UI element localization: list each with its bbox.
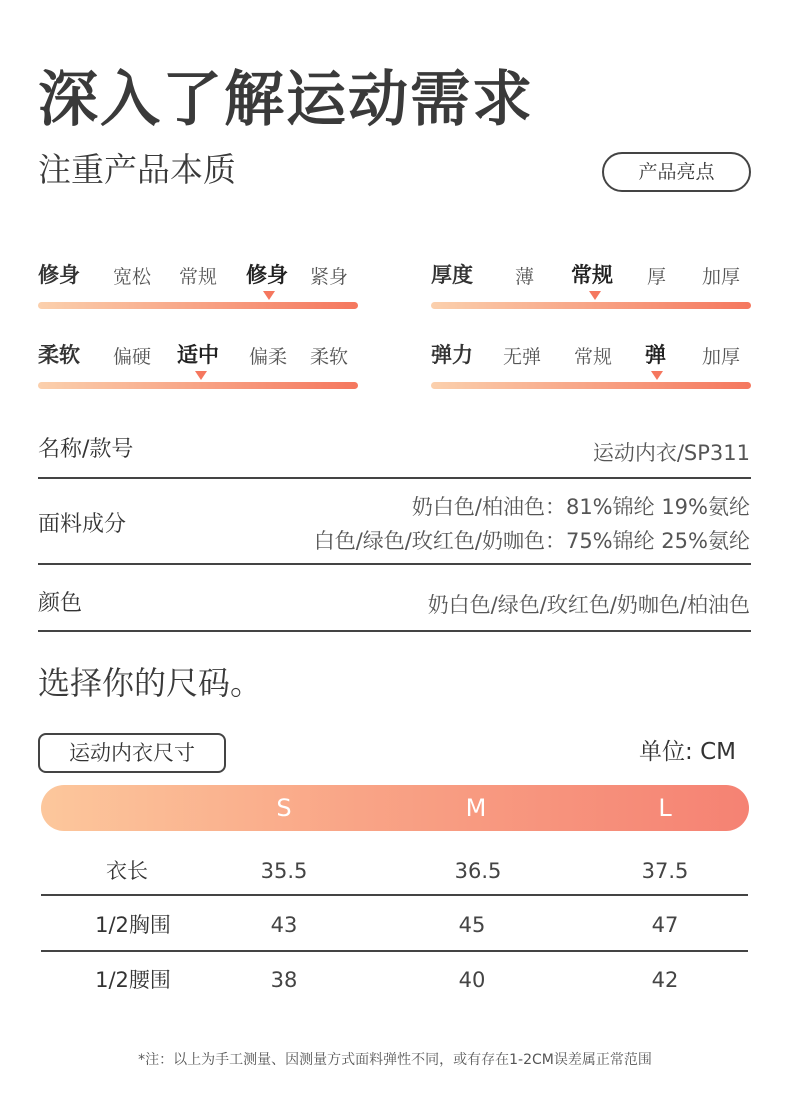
unit-label: 单位: CM <box>639 739 736 765</box>
selection-marker-icon <box>589 291 601 300</box>
spec-name-label: 名称/款号 <box>38 437 134 462</box>
attribute-scale-bar <box>431 382 751 389</box>
attribute-option: 薄 <box>515 266 535 288</box>
divider <box>41 950 748 952</box>
row-label: 衣长 <box>106 859 148 883</box>
attribute-option: 厚 <box>647 266 667 288</box>
attribute-option: 无弹 <box>503 346 542 368</box>
highlight-badge: 产品亮点 <box>602 152 751 192</box>
divider <box>41 894 748 896</box>
row-label: 1/2腰围 <box>95 968 171 992</box>
table-cell: 42 <box>651 968 679 992</box>
divider <box>38 630 751 632</box>
attribute-option: 宽松 <box>113 266 152 288</box>
spec-fabric-value: 白色/绿色/玫红色/奶咖色：75%锦纶 25%氨纶 <box>313 529 750 553</box>
table-cell: 45 <box>458 913 486 937</box>
spec-fabric-value: 奶白色/柏油色：81%锦纶 19%氨纶 <box>411 495 750 519</box>
attribute-option: 紧身 <box>310 266 349 288</box>
footnote: *注：以上为手工测量、因测量方式面料弹性不同，或有存在1-2CM误差属正常范围 <box>138 1052 652 1068</box>
attribute-option-selected: 适中 <box>177 343 219 367</box>
attribute-option-selected: 弹 <box>645 343 666 367</box>
selection-marker-icon <box>263 291 275 300</box>
spec-color-label: 颜色 <box>38 591 83 616</box>
attribute-option-selected: 修身 <box>246 263 288 287</box>
attribute-label: 厚度 <box>431 263 473 287</box>
table-cell: 35.5 <box>260 859 308 883</box>
size-header-s: S <box>276 794 292 822</box>
table-cell: 37.5 <box>641 859 689 883</box>
attribute-thickness <box>431 263 751 323</box>
attribute-option: 偏柔 <box>249 346 288 368</box>
spec-name-value: 运动内衣/SP311 <box>592 441 750 465</box>
attribute-option: 加厚 <box>702 266 741 288</box>
attribute-scale-bar <box>431 302 751 309</box>
attribute-option: 常规 <box>179 266 218 288</box>
table-cell: 47 <box>651 913 679 937</box>
table-cell: 43 <box>270 913 298 937</box>
spec-fabric-label: 面料成分 <box>38 512 127 537</box>
attribute-softness <box>38 343 358 403</box>
size-chart-tag: 运动内衣尺寸 <box>38 733 226 773</box>
attribute-option: 偏硬 <box>113 346 152 368</box>
attribute-scale-bar <box>38 302 358 309</box>
attribute-label: 柔软 <box>38 343 80 367</box>
attribute-option: 柔软 <box>310 346 349 368</box>
attribute-option-selected: 常规 <box>571 263 613 287</box>
table-cell: 36.5 <box>454 859 502 883</box>
attribute-scale-bar <box>38 382 358 389</box>
attribute-label: 弹力 <box>431 343 473 367</box>
attribute-label: 修身 <box>38 263 80 287</box>
table-cell: 38 <box>270 968 298 992</box>
table-cell: 40 <box>458 968 486 992</box>
spec-color-value: 奶白色/绿色/玫红色/奶咖色/柏油色 <box>427 593 750 617</box>
size-section-title: 选择你的尺码。 <box>38 664 263 702</box>
attribute-option: 加厚 <box>702 346 741 368</box>
divider <box>38 563 751 565</box>
divider <box>38 477 751 479</box>
attribute-option: 常规 <box>574 346 613 368</box>
size-header-l: L <box>658 794 672 822</box>
size-header-m: M <box>465 794 487 822</box>
row-label: 1/2胸围 <box>95 913 171 937</box>
attribute-fit <box>38 263 358 323</box>
page-title: 深入了解运动需求 <box>38 65 534 135</box>
page-subtitle: 注重产品本质 <box>38 150 236 189</box>
attribute-elasticity <box>431 343 751 403</box>
size-header-bar <box>41 785 749 831</box>
selection-marker-icon <box>651 371 663 380</box>
selection-marker-icon <box>195 371 207 380</box>
